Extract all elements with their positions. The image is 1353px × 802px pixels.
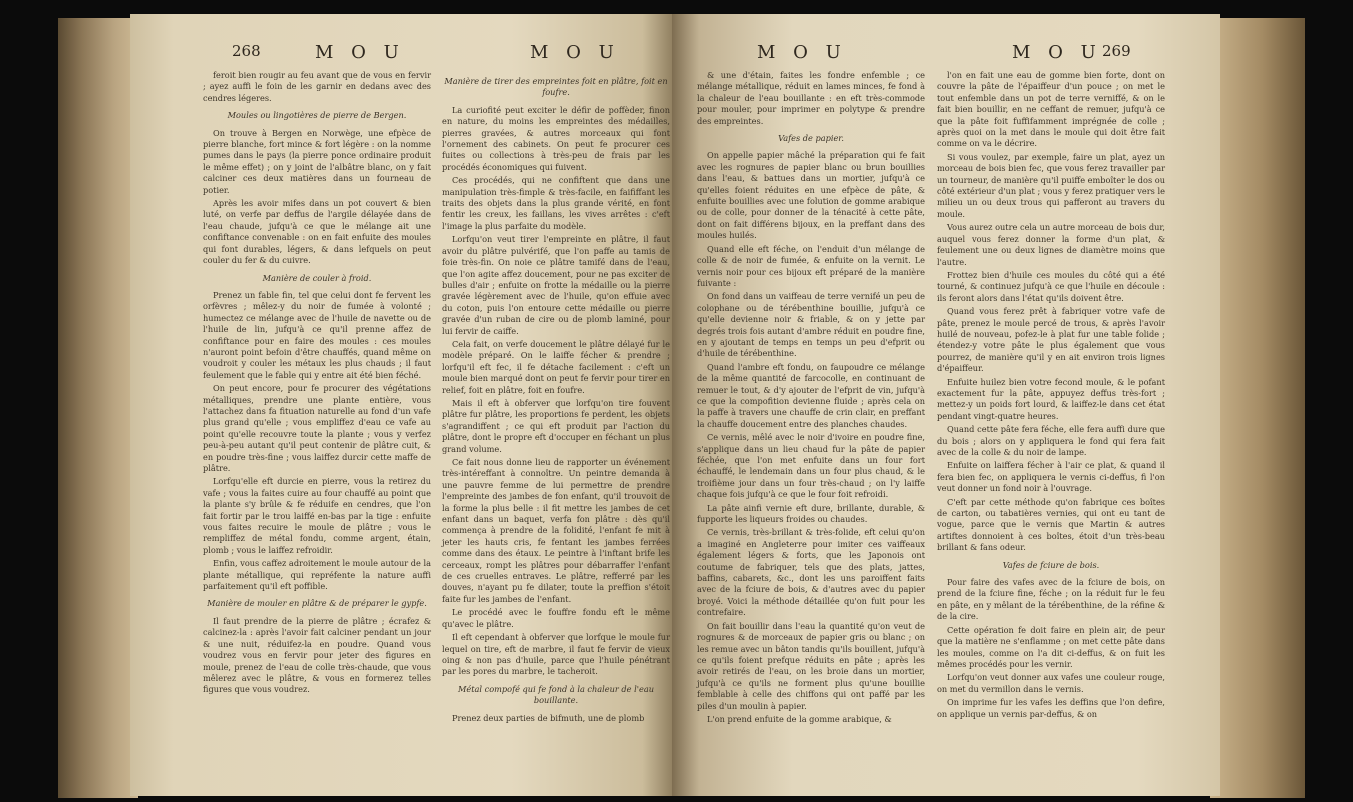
section-heading: Manière de couler à froid. [262,272,372,283]
section-heading: Vafes de fciure de bois. [1002,559,1100,570]
left-page-edges [58,18,138,798]
running-head: M O U [757,42,847,63]
paragraph: On appelle papier mâché la préparation qui fe fait avec les rognures de papier blanc ou brun bouillies dans l'eau, & battues dans un mortier, jufqu'à ce qu'elles foient réduites en une efpèce de pâte, & enfuite bouillies avec une folution de gomme arabique ou de colle, pour donner de la ténacité à cette pâte, dont on fait différens bijoux, en la preffant dans des moules huilés. [697,150,925,241]
text-column-left [697,70,925,727]
section-heading: Manière de tirer des empreintes foit en plâtre, foit en foufre. [444,76,668,98]
paragraph: Cela fait, on verfe doucement le plâtre délayé fur le modèle préparé. On le laiffe fécher & prendre ; lorfqu'il eft fec, il fe détache facilement : c'eft un moule bien marqué dont on peut fe fervir pour tirer en relief, foit en plâtre, foit en foufre. [442,338,670,395]
section-heading: Moules ou lingotières de pierre de Bergen. [227,110,407,121]
paragraph: On fond dans un vaiffeau de terre vernifé un peu de colophane ou de térébenthine bouillie, jufqu'à ce qu'elle devienne noir & friable, & on y jette par degrés trois fois autant d'ambre réduit en poudre fine, en y ajoutant de temps en temps un peu d'efprit ou d'huile de térébenthine. [697,291,925,359]
paragraph: Lorfqu'on veut tirer l'empreinte en plâtre, il faut avoir du plâtre pulvérifé, que l'on paffe au tamis de foie très-fin. On noie ce plâtre tamifé dans de l'eau, que l'on agite affez doucement, pour ne pas exciter de bulles d'air ; enfuite on frotte la médaille ou la pierre gravée légèrement avec de l'huile, qu'on effuie avec du coton, puis l'on entoure cette médaille ou pierre gravée d'un ruban de cire ou de plomb laminé, pour lui fervir de caiffe. [442,234,670,336]
paragraph: L'on prend enfuite de la gomme arabique, & [707,713,892,724]
paragraph: Quand vous ferez prêt à fabriquer votre vafe de pâte, prenez le moule percé de trous, & après l'avoir huilé de nouveau, pofez-le à plat fur une table folide ; étendez-y votre pâte le plus également que vous pourrez, de manière qu'il y en ait environ trois lignes d'épaiffeur. [937,306,1165,374]
paragraph: Ce fait nous donne lieu de rapporter un événement très-intéreffant à connoître. Un peintre demanda à une pauvre femme de lui permettre de prendre l'empreinte des jambes de fon enfant, qu'il trouvoit de la forme la plus belle : il fit mettre les jambes de cet enfant dans un baquet, verfa fon plâtre : dès qu'il commença à prendre de la folidité, l'enfant fe mit à jeter les hauts cris, fe fentant les jambes ferrées comme dans des étaux. Le peintre à l'inftant brife les cerceaux, rompt les plâtres pour débarraffer l'enfant de ces cruelles entraves. Le plâtre, refferré par les douves, n'ayant pu fe dilater, toute la preffion s'étoit faite fur les jambes de l'enfant. [442,457,670,604]
running-head-col2: M O U [530,42,620,63]
paragraph: On imprime fur les vafes les deffins que l'on defire, on applique un vernis par-deffus, & on [937,697,1165,719]
paragraph: Vous aurez outre cela un autre morceau de bois dur, auquel vous ferez donner la forme d'un plat, & feulement une ou deux lignes de diamètre moins que l'autre. [937,222,1165,267]
text-column-left [203,70,431,698]
paragraph: Il faut prendre de la pierre de plâtre ; écrafez & calcinez-la : après l'avoir fait calciner pendant un jour & une nuit, réduifez-la en poudre. Quand vous voudrez vous en fervir pour jeter des figures en moule, prenez de l'eau de colle très-chaude, que vous mêlerez avec le plâtre, & vous en formerez telles figures que vous voudrez. [203,615,431,695]
paragraph: Pour faire des vafes avec de la fciure de bois, on prend de la fciure fine, féche ; on la réduit fur le feu en pâte, en y mêlant de la térébenthine, de la réfine & de la cire. [937,577,1165,622]
paragraph: feroit bien rougir au feu avant que de vous en fervir ; ayez auffi le foin de les garnir en dedans avec des cendres légeres. [203,70,431,103]
paragraph: Prenez deux parties de bifmuth, une de plomb [452,712,645,723]
paragraph: Enfuite on laiffera fécher à l'air ce plat, & quand il fera bien fec, on appliquera le vernis ci-deffus, fi l'on veut donner un fond noir à l'ouvrage. [937,460,1165,494]
paragraph: Ces procédés, qui ne confiftent que dans une manipulation très-fimple & très-facile, en faififfant les traits des objets dans la plus grande vérité, en font fentir les creux, les faillans, les vives arrêtes : c'eft l'image la plus parfaite du modèle. [442,175,670,231]
paragraph: Il eft cependant à obferver que lorfque le moule fur lequel on tire, eft de marbre, il faut fe fervir de vieux oing & non pas d'huile, parce que l'huile pénétrant par les pores du marbre, le tacheroit. [442,632,670,677]
paragraph: C'eft par cette méthode qu'on fabrique ces boîtes de carton, ou tabatières vernies, qui ont eu tant de vogue, parce que le vernis que Martin & autres artiftes donnoient à ces boîtes, étoit d'un très-beau brillant & fans odeur. [937,496,1165,553]
paragraph: Après les avoir mifes dans un pot couvert & bien luté, on verfe par deffus de l'argile délayée dans de l'eau chaude, jufqu'à ce que le mélange ait une confiftance convenable : on en fait enfuite des moules qui font durables, légers, & dans lefquels on peut couler du fer & du cuivre. [203,198,431,266]
text-column-right [937,70,1165,722]
paragraph: Quand cette pâte fera féche, elle fera auffi dure que du bois ; alors on y appliquera le fond qui fera fait avec de la colle & du noir de lampe. [937,424,1165,457]
section-heading: Manière de mouler en plâtre & de préparer le gypfe. [207,598,427,609]
page-number: 269 [1102,42,1131,60]
paragraph: Prenez un fable fin, tel que celui dont fe fervent les orfèvres ; mêlez-y du noir de fumée à volonté ; humectez ce mélange avec de l'huile de navette ou de l'huile de lin, jufqu'à ce qu'il prenne affez de confiftance pour en faire des moules : ces moules n'auront point befoin d'être chauffés, quand même on voudroit y couler les métaux les plus chauds ; il faut feulement que le fable qui y entre ait été bien féché. [203,289,431,380]
paragraph: & une d'étain, faites les fondre enfemble ; ce mélange métallique, réduit en lames minces, fe fond à la chaleur de l'eau bouillante : en eft très-commode pour mouler, pour imprimer en polytype & prendre des empreintes. [697,70,925,126]
running-head-col2: M O U [1012,42,1102,63]
section-heading: Vafes de papier. [778,133,844,144]
paragraph: Lorfqu'on veut donner aux vafes une couleur rouge, on met du vermillon dans le vernis. [937,672,1165,694]
paragraph: La curiofité peut exciter le défir de poffèder, finon en nature, du moins les empreintes des médailles, pierres gravées, & autres morceaux qui font l'ornement des cabinets. On peut fe procurer ces fuites ou collections à très-peu de frais par les procédés économiques qui fuivent. [442,104,670,172]
paragraph: Lorfqu'elle eft durcie en pierre, vous la retirez du vafe ; vous la faites cuire au four chauffé au point que la plante s'y brûle & fe réduife en cendres, que l'on fait fortir par le trou laiffé en-bas par la tige : enfuite vous faites recuire le moule de plâtre ; vous le rempliffez de métal fondu, comme argent, étain, plomb ; vous le laiffez refroidir. [203,476,431,555]
text-column-right [442,70,670,726]
paragraph: Enfin, vous caffez adroitement le moule autour de la plante métallique, qui repréfente la nature auffi parfaitement qu'il eft poffible. [203,558,431,592]
paragraph: La pâte ainfi vernie eft dure, brillante, durable, & fupporte les liqueurs froides ou chaudes. [697,502,925,525]
paragraph: Quand l'ambre eft fondu, on faupoudre ce mélange de la même quantité de farcocolle, en continuant de remuer le tout, & d'y ajouter de l'efprit de vin, jufqu'à ce que la compofition devienne fluide ; après cela on la paffe à travers une chauffe de crin clair, en preffant la chauffe doucement entre des planches chaudes. [697,361,925,429]
paragraph: Quand elle eft féche, on l'enduit d'un mélange de colle & de noir de fumée, & enfuite on la vernit. Le vernis noir pour ces bijoux eft préparé de la manière fuivante : [697,243,925,288]
paragraph: Si vous voulez, par exemple, faire un plat, ayez un morceau de bois bien fec, que vous ferez travailler par un tourneur, de manière qu'il puiffe emboîter le dos ou côté extérieur d'un plat ; vous y ferez pratiquer vers le milieu un ou deux trous qui pafferont au travers du moule. [937,151,1165,219]
paragraph: Ce vernis, mêlé avec le noir d'ivoire en poudre fine, s'applique dans un lieu chaud fur la pâte de papier féchée, que l'on met enfuite dans un four fort échauffé, le lendemain dans un four plus chaud, & le troifième jour dans un four très-chaud ; on l'y laiffe chaque fois jufqu'à ce que le four foit refroidi. [697,432,925,500]
page-number: 268 [232,42,261,60]
section-heading: Métal compofé qui fe fond à la chaleur de l'eau bouillante. [458,683,654,706]
paragraph: Ce vernis, très-brillant & très-folide, eft celui qu'on a imaginé en Angleterre pour imiter ces vaiffeaux également légers & forts, que les Japonois ont coutume de fabriquer, tels que des plats, jattes, baffins, cabarets, &c., dont les uns paroiffent faits avec de la fciure de bois, & d'autres avec du papier broyé. Voici la méthode détaillée qu'on fuit pour les contrefaire. [697,527,925,618]
paragraph: Le procédé avec le fouffre fondu eft le même qu'avec le plâtre. [442,607,670,629]
right-page [672,14,1220,796]
paragraph: On peut encore, pour fe procurer des végétations métalliques, prendre une plante entière, vous l'attachez dans fa fituation naturelle au fond d'un vafe plus grand qu'elle ; vous empliffez d'eau ce vafe au point qu'elle recouvre toute la plante ; vous y verfez peu-à-peu autant qu'il peut contenir de plâtre cuit, & en poudre très-fine ; vous laiffez durcir cette maffe de plâtre. [203,383,431,473]
right-page-edges [1210,18,1305,798]
paragraph: Cette opération fe doit faire en plein air, de peur que la matière ne s'enflamme ; on met cette pâte dans les moules, comme on l'a dit ci-deffus, & on fuit les mêmes procédés pour les vernir. [937,624,1165,669]
paragraph: On trouve à Bergen en Norwège, une efpèce de pierre blanche, fort mince & fort légère : on la nomme pumes dans le pays (la pierre ponce ordinaire produit le même effet) ; on y joint de l'albâtre blanc, on y fait calciner ces deux matières dans un fourneau de potier. [203,127,431,195]
left-page [130,14,675,796]
paragraph: Mais il eft à obferver que lorfqu'on tire fouvent plâtre fur plâtre, les proportions fe perdent, les objets s'agrandiffent ; ce qui eft produit par l'action du plâtre, dont le propre eft d'occuper en féchant un plus grand volume. [442,397,670,454]
paragraph: On fait bouillir dans l'eau la quantité qu'on veut de rognures & de morceaux de papier gris ou blanc ; on les remue avec un bâton tandis qu'ils bouillent, jufqu'à ce qu'ils foient prefque réduits en pâte ; après les avoir retirés de l'eau, on les broie dans un mortier, jufqu'à ce qu'ils ne forment plus qu'une bouillie femblable à celle des chiffons qui ont paffé par les piles d'un moulin à papier. [697,620,925,711]
paragraph: l'on en fait une eau de gomme bien forte, dont on couvre la pâte de l'épaiffeur d'un pouce ; on met le tout enfemble dans un pot de terre verniffé, & on le fait bien bouillir, en ne ceffant de remuer, jufqu'à ce que la pâte foit fuffifamment imprégnée de colle ; après quoi on la met dans le moule qui doit être fait comme on va le décrire. [937,70,1165,149]
paragraph: Enfuite huilez bien votre fecond moule, & le pofant exactement fur la pâte, appuyez deffus très-fort ; mettez-y un poids fort lourd, & laiffez-le dans cet état pendant vingt-quatre heures. [937,376,1165,421]
paragraph: Frottez bien d'huile ces moules du côté qui a été tourné, & continuez jufqu'à ce que l'huile en découle : ils feront alors dans l'état qu'ils doivent être. [937,269,1165,303]
running-head: M O U [315,42,405,63]
